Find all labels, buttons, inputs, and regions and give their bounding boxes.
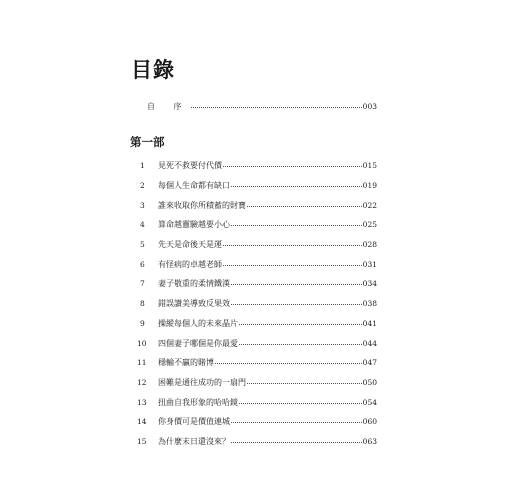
entry-title: 妻子敬重的柔情鐵漢 — [158, 279, 230, 289]
entry-title: 四個妻子哪個是你最愛 — [158, 338, 238, 348]
dot-leader — [247, 206, 362, 207]
entry-title: 困難是通往成功的一扇門 — [158, 377, 246, 387]
entry-page-number: 060 — [362, 417, 377, 427]
toc-entry-preface — [147, 100, 377, 112]
entry-number: 8 — [140, 299, 145, 309]
entry-title: 為什麼末日還沒來？ — [158, 436, 230, 446]
toc-entry — [140, 156, 377, 176]
entry-title: 算命越靈驗越要小心 — [158, 220, 230, 230]
toc-entry — [140, 294, 377, 314]
toc-entry — [140, 314, 377, 334]
entry-page-number: 050 — [362, 377, 377, 387]
entry-number: 6 — [140, 259, 145, 269]
entry-page-number: 015 — [362, 161, 377, 171]
entry-number: 4 — [140, 220, 145, 230]
entry-page-number: 031 — [362, 259, 377, 269]
dot-leader — [215, 363, 362, 364]
dot-leader — [247, 383, 362, 384]
toc-entry — [140, 195, 377, 215]
entry-number: 1 — [140, 161, 145, 171]
entry-title: 錯誤讚美導致反果效 — [158, 299, 230, 309]
entry-number: 13 — [137, 397, 147, 407]
entry-page-number: 047 — [362, 358, 377, 368]
preface-page-number: 003 — [362, 101, 377, 111]
entry-number: 12 — [137, 377, 147, 387]
entry-title: 操縱每個人的未來晶片 — [158, 318, 238, 328]
toc-entry — [137, 353, 377, 373]
part-heading: 第一部 — [130, 135, 165, 149]
dot-leader — [231, 442, 362, 443]
toc-entry — [140, 235, 377, 255]
toc-entry — [137, 432, 377, 452]
dot-leader — [223, 265, 362, 266]
entry-page-number: 044 — [362, 338, 377, 348]
entry-number: 9 — [140, 318, 145, 328]
entry-page-number: 019 — [362, 181, 377, 191]
entry-number: 2 — [140, 181, 145, 191]
entry-number: 14 — [137, 417, 147, 427]
page-title: 目錄 — [131, 57, 175, 82]
entry-number: 3 — [140, 200, 145, 210]
entry-page-number: 025 — [362, 220, 377, 230]
entry-title: 見死不救要付代價 — [158, 161, 222, 171]
dot-leader — [223, 166, 362, 167]
entry-title: 有怪病的卓越老師 — [158, 259, 222, 269]
entry-page-number: 041 — [362, 318, 377, 328]
toc-entry — [137, 392, 377, 412]
entry-page-number: 034 — [362, 279, 377, 289]
toc-entry — [137, 412, 377, 432]
entry-page-number: 028 — [362, 240, 377, 250]
entry-number: 5 — [140, 240, 145, 250]
entry-number: 11 — [137, 358, 147, 368]
entry-title: 你身價可是價值連城 — [158, 417, 230, 427]
entry-page-number: 022 — [362, 200, 377, 210]
entry-title: 扭曲自我形象的哈哈鏡 — [158, 397, 238, 407]
entry-page-number: 054 — [362, 397, 377, 407]
dot-leader — [231, 225, 362, 226]
dot-leader — [231, 304, 362, 305]
dot-leader — [231, 186, 362, 187]
dot-leader — [239, 344, 362, 345]
entry-title: 每個人生命都有缺口 — [158, 181, 230, 191]
toc-entry — [140, 254, 377, 274]
entry-page-number: 063 — [362, 436, 377, 446]
entry-page-number: 038 — [362, 299, 377, 309]
toc-entry — [137, 373, 377, 393]
dot-leader — [223, 245, 362, 246]
preface-label: 自 序 — [147, 101, 190, 111]
toc-entry — [140, 176, 377, 196]
entry-number: 10 — [137, 338, 147, 348]
dot-leader — [231, 422, 362, 423]
dot-leader — [239, 324, 362, 325]
toc-entry — [140, 215, 377, 235]
dot-leader — [191, 107, 362, 108]
entry-title: 誰來收取你所積蓄的財寶 — [158, 200, 246, 210]
toc-entry — [137, 333, 377, 353]
entry-number: 7 — [140, 279, 145, 289]
entry-title: 先天是命後天是運 — [158, 240, 222, 250]
entry-number: 15 — [137, 436, 147, 446]
toc-list — [137, 156, 377, 451]
entry-title: 穩輸不贏的賭博 — [158, 358, 214, 368]
dot-leader — [231, 284, 362, 285]
dot-leader — [239, 403, 362, 404]
toc-entry — [140, 274, 377, 294]
